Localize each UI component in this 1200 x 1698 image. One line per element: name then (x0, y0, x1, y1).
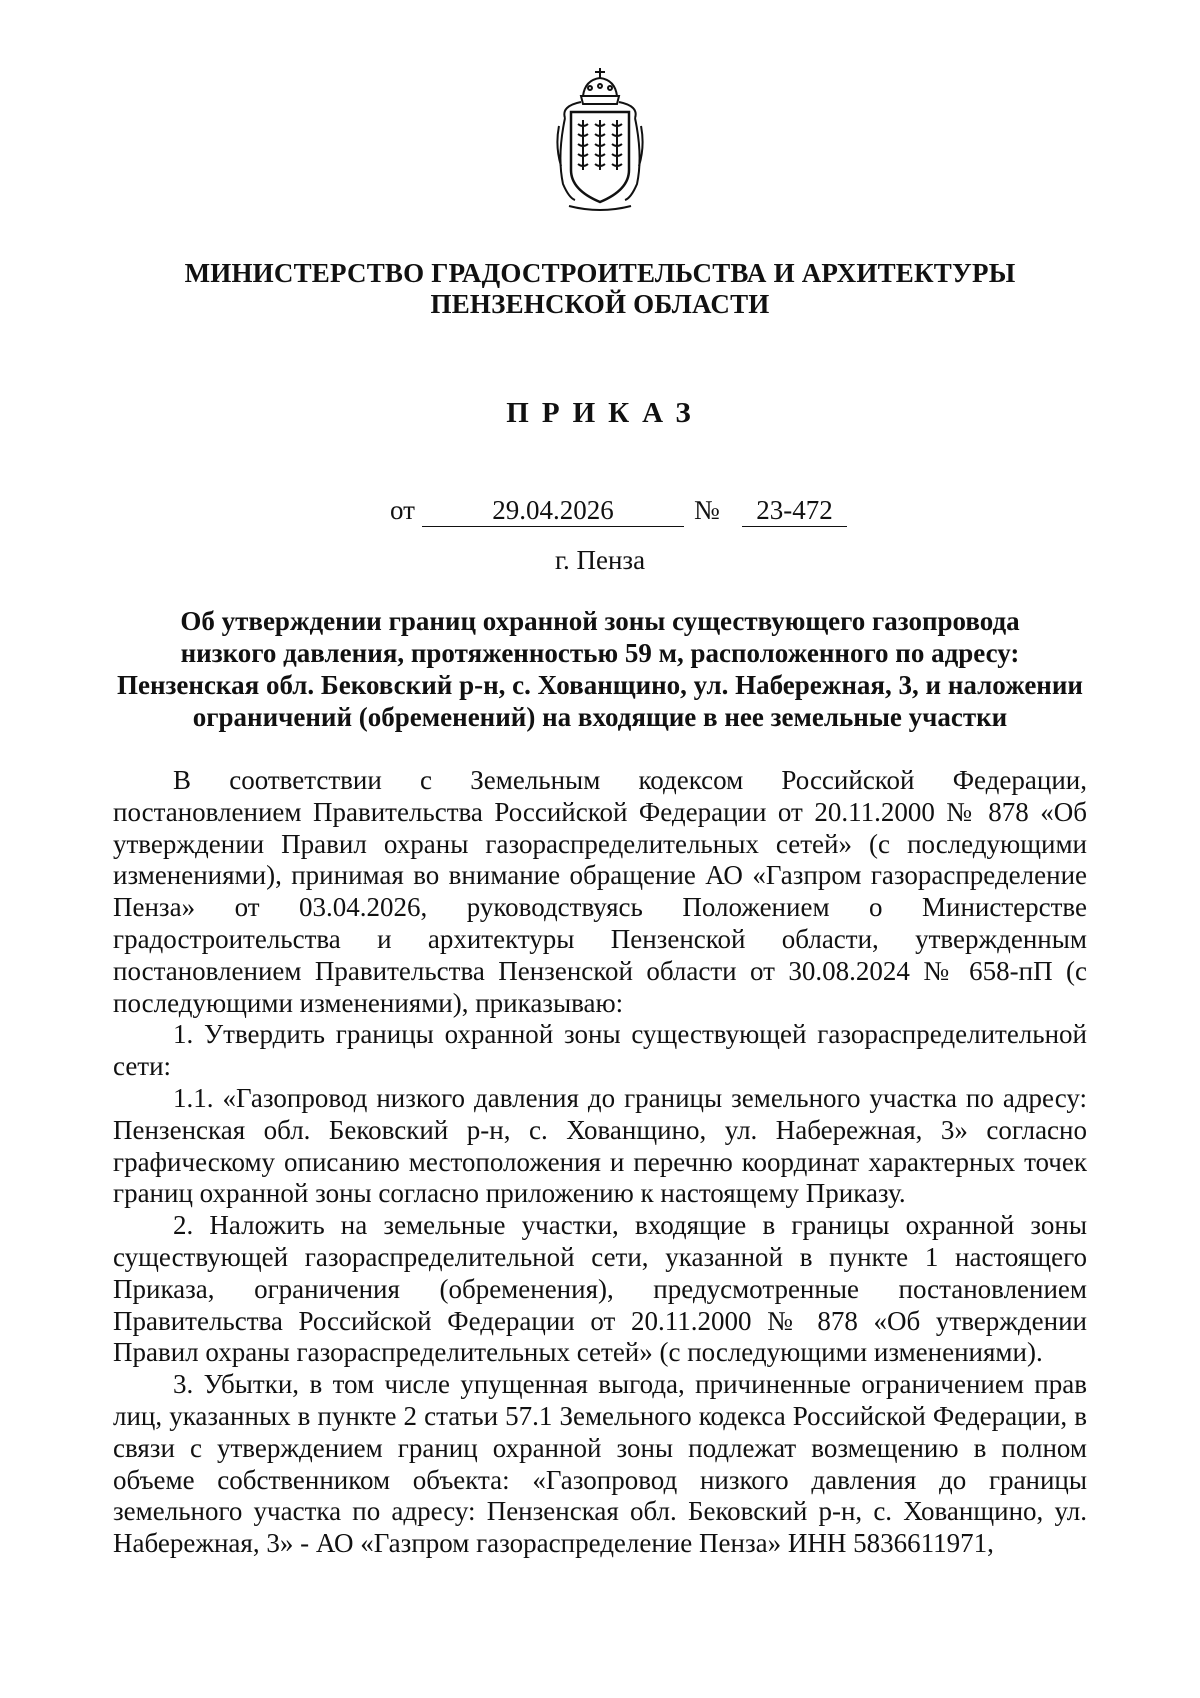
document-number: 23-472 (742, 494, 847, 527)
title-line-4: ограничений (обременений) на входящие в нее земельные участки (192, 702, 1008, 732)
document-type-heading: ПРИКАЗ (506, 397, 704, 429)
document-body (113, 765, 1087, 1560)
title-line-3: Пензенская обл. Бековский р-н, с. Хованщино, ул. Набережная, 3, и наложении (117, 670, 1083, 700)
document-title (100, 605, 1100, 733)
ministry-line-1: МИНИСТЕРСТВО ГРАДОСТРОИТЕЛЬСТВА И АРХИТЕКТУРЫ (184, 258, 1016, 288)
title-line-2: низкого давления, протяженностью 59 м, расположенного по адресу: (180, 638, 1020, 668)
date-label: от (390, 495, 415, 525)
preamble-paragraph: В соответствии с Земельным кодексом Российской Федерации, постановлением Правительства Российской Федерации от 20.11.2000 № 878 «Об утверждении Правил охраны газораспределительных сетей» (с последующими изменениями), принимая во внимание обращение АО «Газпром газораспределение Пенза» от 03.04.2026, руководствуясь Положением о Министерстве градостроительства и архитектуры Пензенской области, утвержденным постановлением Правительства Пензенской области от 30.08.2024 № 658-пП (с последующими изменениями), приказываю: (113, 765, 1087, 1018)
ministry-heading (0, 258, 1200, 320)
item-2-paragraph: 2. Наложить на земельные участки, входящие в границы охранной зоны существующей газораспределительной сети, указанной в пункте 1 настоящего Приказа, ограничения (обременения), предусмотренные постановлением Правительства Российской Федерации от 20.11.2000 № 878 «Об утверждении Правил охраны газораспределительных сетей» (с последующими изменениями). (113, 1210, 1087, 1368)
title-line-1: Об утверждении границ охранной зоны существующего газопровода (180, 606, 1020, 636)
coat-of-arms-emblem (555, 66, 645, 214)
number-label: № (694, 495, 720, 525)
item-1-paragraph: 1. Утвердить границы охранной зоны существующей газораспределительной сети: (113, 1019, 1087, 1082)
item-3-paragraph: 3. Убытки, в том числе упущенная выгода, причиненные ограничением прав лиц, указанных в пункте 2 статьи 57.1 Земельного кодекса Российской Федерации, в связи с утверждением границ охранной зоны подлежат возмещению в полном объеме собственником объекта: «Газопровод низкого давления до границы земельного участка по адресу: Пензенская обл. Бековский р-н, с. Хованщино, ул. Набережная, 3» - АО «Газпром газораспределение Пенза» ИНН 5836611971, (113, 1369, 1087, 1559)
item-1-1-paragraph: 1.1. «Газопровод низкого давления до границы земельного участка по адресу: Пензенская обл. Бековский р-н, с. Хованщино, ул. Набережная, 3» согласно графическому описанию местоположения и перечню координат характерных точек границ охранной зоны согласно приложению к настоящему Приказу. (113, 1082, 1087, 1209)
document-date: 29.04.2026 (422, 494, 684, 527)
ministry-line-2: ПЕНЗЕНСКОЙ ОБЛАСТИ (430, 289, 770, 319)
city-name: г. Пенза (554, 545, 646, 575)
